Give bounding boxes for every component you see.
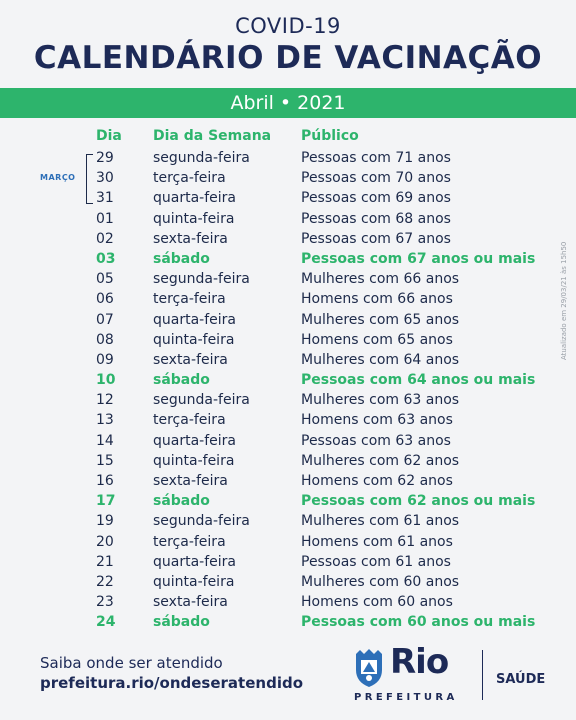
row-weekday: segunda-feira xyxy=(153,150,250,166)
row-public: Homens com 65 anos xyxy=(301,331,453,348)
column-header-weekday: Dia da Semana xyxy=(153,128,272,144)
row-day: 02 xyxy=(96,230,114,247)
column-header-day: Dia xyxy=(96,128,122,144)
table-row xyxy=(0,310,576,330)
table-row xyxy=(0,289,576,309)
table-row xyxy=(0,410,576,430)
prefeitura-rio-logo xyxy=(352,642,472,708)
schedule-table xyxy=(0,148,576,633)
row-public: Pessoas com 69 anos xyxy=(301,190,451,207)
row-weekday: quarta-feira xyxy=(153,311,236,328)
department-label: SAÚDE xyxy=(496,672,546,687)
row-public: Homens com 62 anos xyxy=(301,473,453,489)
row-day: 07 xyxy=(96,311,114,328)
row-public: Homens com 66 anos xyxy=(301,291,453,308)
table-row xyxy=(0,330,576,350)
row-weekday: sexta-feira xyxy=(153,351,228,368)
table-row xyxy=(0,471,576,491)
row-weekday: sábado xyxy=(153,372,210,389)
row-public: Pessoas com 70 anos xyxy=(301,170,451,187)
table-row xyxy=(0,148,576,168)
row-weekday: segunda-feira xyxy=(153,392,250,409)
row-day: 09 xyxy=(96,351,114,368)
table-row xyxy=(0,390,576,410)
row-weekday: quinta-feira xyxy=(153,210,235,227)
table-row xyxy=(0,451,576,471)
row-day: 16 xyxy=(96,473,114,489)
period-banner: Abril • 2021 xyxy=(0,88,576,118)
table-row xyxy=(0,370,576,390)
table-row xyxy=(0,229,576,249)
row-day: 21 xyxy=(96,553,114,570)
table-row xyxy=(0,269,576,289)
row-weekday: terça-feira xyxy=(153,291,226,308)
footer-info-text: Saiba onde ser atendido xyxy=(40,654,223,672)
row-day: 06 xyxy=(96,291,114,308)
row-day: 13 xyxy=(96,412,114,429)
row-weekday: quinta-feira xyxy=(153,331,235,348)
updated-note: Atualizado em 29/03/21 às 15h50 xyxy=(560,241,568,360)
row-day: 17 xyxy=(96,493,116,510)
row-weekday: terça-feira xyxy=(153,533,226,550)
table-header xyxy=(0,128,576,146)
row-weekday: sexta-feira xyxy=(153,594,228,611)
table-row xyxy=(0,511,576,531)
row-weekday: segunda-feira xyxy=(153,271,250,288)
row-weekday: quarta-feira xyxy=(153,553,236,570)
row-day: 19 xyxy=(96,513,114,530)
row-weekday: sábado xyxy=(153,614,210,631)
row-public: Mulheres com 61 anos xyxy=(301,513,460,530)
row-public: Homens com 61 anos xyxy=(301,533,453,550)
row-public: Homens com 63 anos xyxy=(301,412,453,429)
row-weekday: sexta-feira xyxy=(153,230,228,247)
row-public: Mulheres com 64 anos xyxy=(301,351,460,368)
row-public: Pessoas com 67 anos ou mais xyxy=(301,250,536,267)
row-public: Mulheres com 63 anos xyxy=(301,392,460,409)
row-day: 08 xyxy=(96,331,114,348)
row-public: Mulheres com 62 anos xyxy=(301,452,460,469)
table-row xyxy=(0,612,576,632)
row-day: 22 xyxy=(96,573,114,590)
row-day: 03 xyxy=(96,250,116,267)
row-public: Pessoas com 71 anos xyxy=(301,150,451,166)
header-subtitle: COVID-19 xyxy=(235,14,341,38)
table-row xyxy=(0,168,576,188)
row-day: 12 xyxy=(96,392,114,409)
row-weekday: quinta-feira xyxy=(153,573,235,590)
table-row xyxy=(0,532,576,552)
city-coat-of-arms-icon xyxy=(352,648,386,688)
table-row xyxy=(0,188,576,208)
row-public: Pessoas com 62 anos ou mais xyxy=(301,493,536,510)
row-day: 05 xyxy=(96,271,114,288)
page-title: CALENDÁRIO DE VACINAÇÃO xyxy=(33,40,543,76)
row-public: Mulheres com 66 anos xyxy=(301,271,460,288)
row-day: 31 xyxy=(96,190,114,207)
row-public: Pessoas com 63 anos xyxy=(301,432,451,449)
row-public: Pessoas com 67 anos xyxy=(301,230,451,247)
table-row xyxy=(0,491,576,511)
row-day: 14 xyxy=(96,432,114,449)
row-public: Mulheres com 65 anos xyxy=(301,311,460,328)
row-day: 23 xyxy=(96,594,114,611)
row-weekday: sexta-feira xyxy=(153,473,228,489)
row-day: 20 xyxy=(96,533,114,550)
row-public: Homens com 60 anos xyxy=(301,594,453,611)
row-public: Mulheres com 60 anos xyxy=(301,573,460,590)
footer-link[interactable]: prefeitura.rio/ondeseratendido xyxy=(40,674,303,692)
march-label: MARÇO xyxy=(40,173,76,182)
table-row xyxy=(0,209,576,229)
row-day: 29 xyxy=(96,150,114,166)
table-row xyxy=(0,350,576,370)
row-public: Pessoas com 61 anos xyxy=(301,553,451,570)
table-row xyxy=(0,552,576,572)
row-day: 10 xyxy=(96,372,116,389)
row-public: Pessoas com 60 anos ou mais xyxy=(301,614,536,631)
row-day: 24 xyxy=(96,614,116,631)
table-row xyxy=(0,572,576,592)
table-row xyxy=(0,431,576,451)
logo-subtitle: PREFEITURA xyxy=(354,692,458,703)
row-day: 30 xyxy=(96,170,114,187)
row-weekday: sábado xyxy=(153,493,210,510)
row-weekday: quarta-feira xyxy=(153,432,236,449)
table-row xyxy=(0,592,576,612)
row-weekday: terça-feira xyxy=(153,412,226,429)
row-weekday: quinta-feira xyxy=(153,452,235,469)
logo-divider xyxy=(482,650,483,700)
table-row xyxy=(0,249,576,269)
row-public: Pessoas com 68 anos xyxy=(301,210,451,227)
row-weekday: terça-feira xyxy=(153,170,226,187)
row-day: 01 xyxy=(96,210,114,227)
row-weekday: quarta-feira xyxy=(153,190,236,207)
column-header-public: Público xyxy=(301,128,359,144)
row-weekday: sábado xyxy=(153,250,210,267)
row-public: Pessoas com 64 anos ou mais xyxy=(301,372,536,389)
row-day: 15 xyxy=(96,452,114,469)
logo-wordmark: Rio xyxy=(390,642,449,682)
row-weekday: segunda-feira xyxy=(153,513,250,530)
